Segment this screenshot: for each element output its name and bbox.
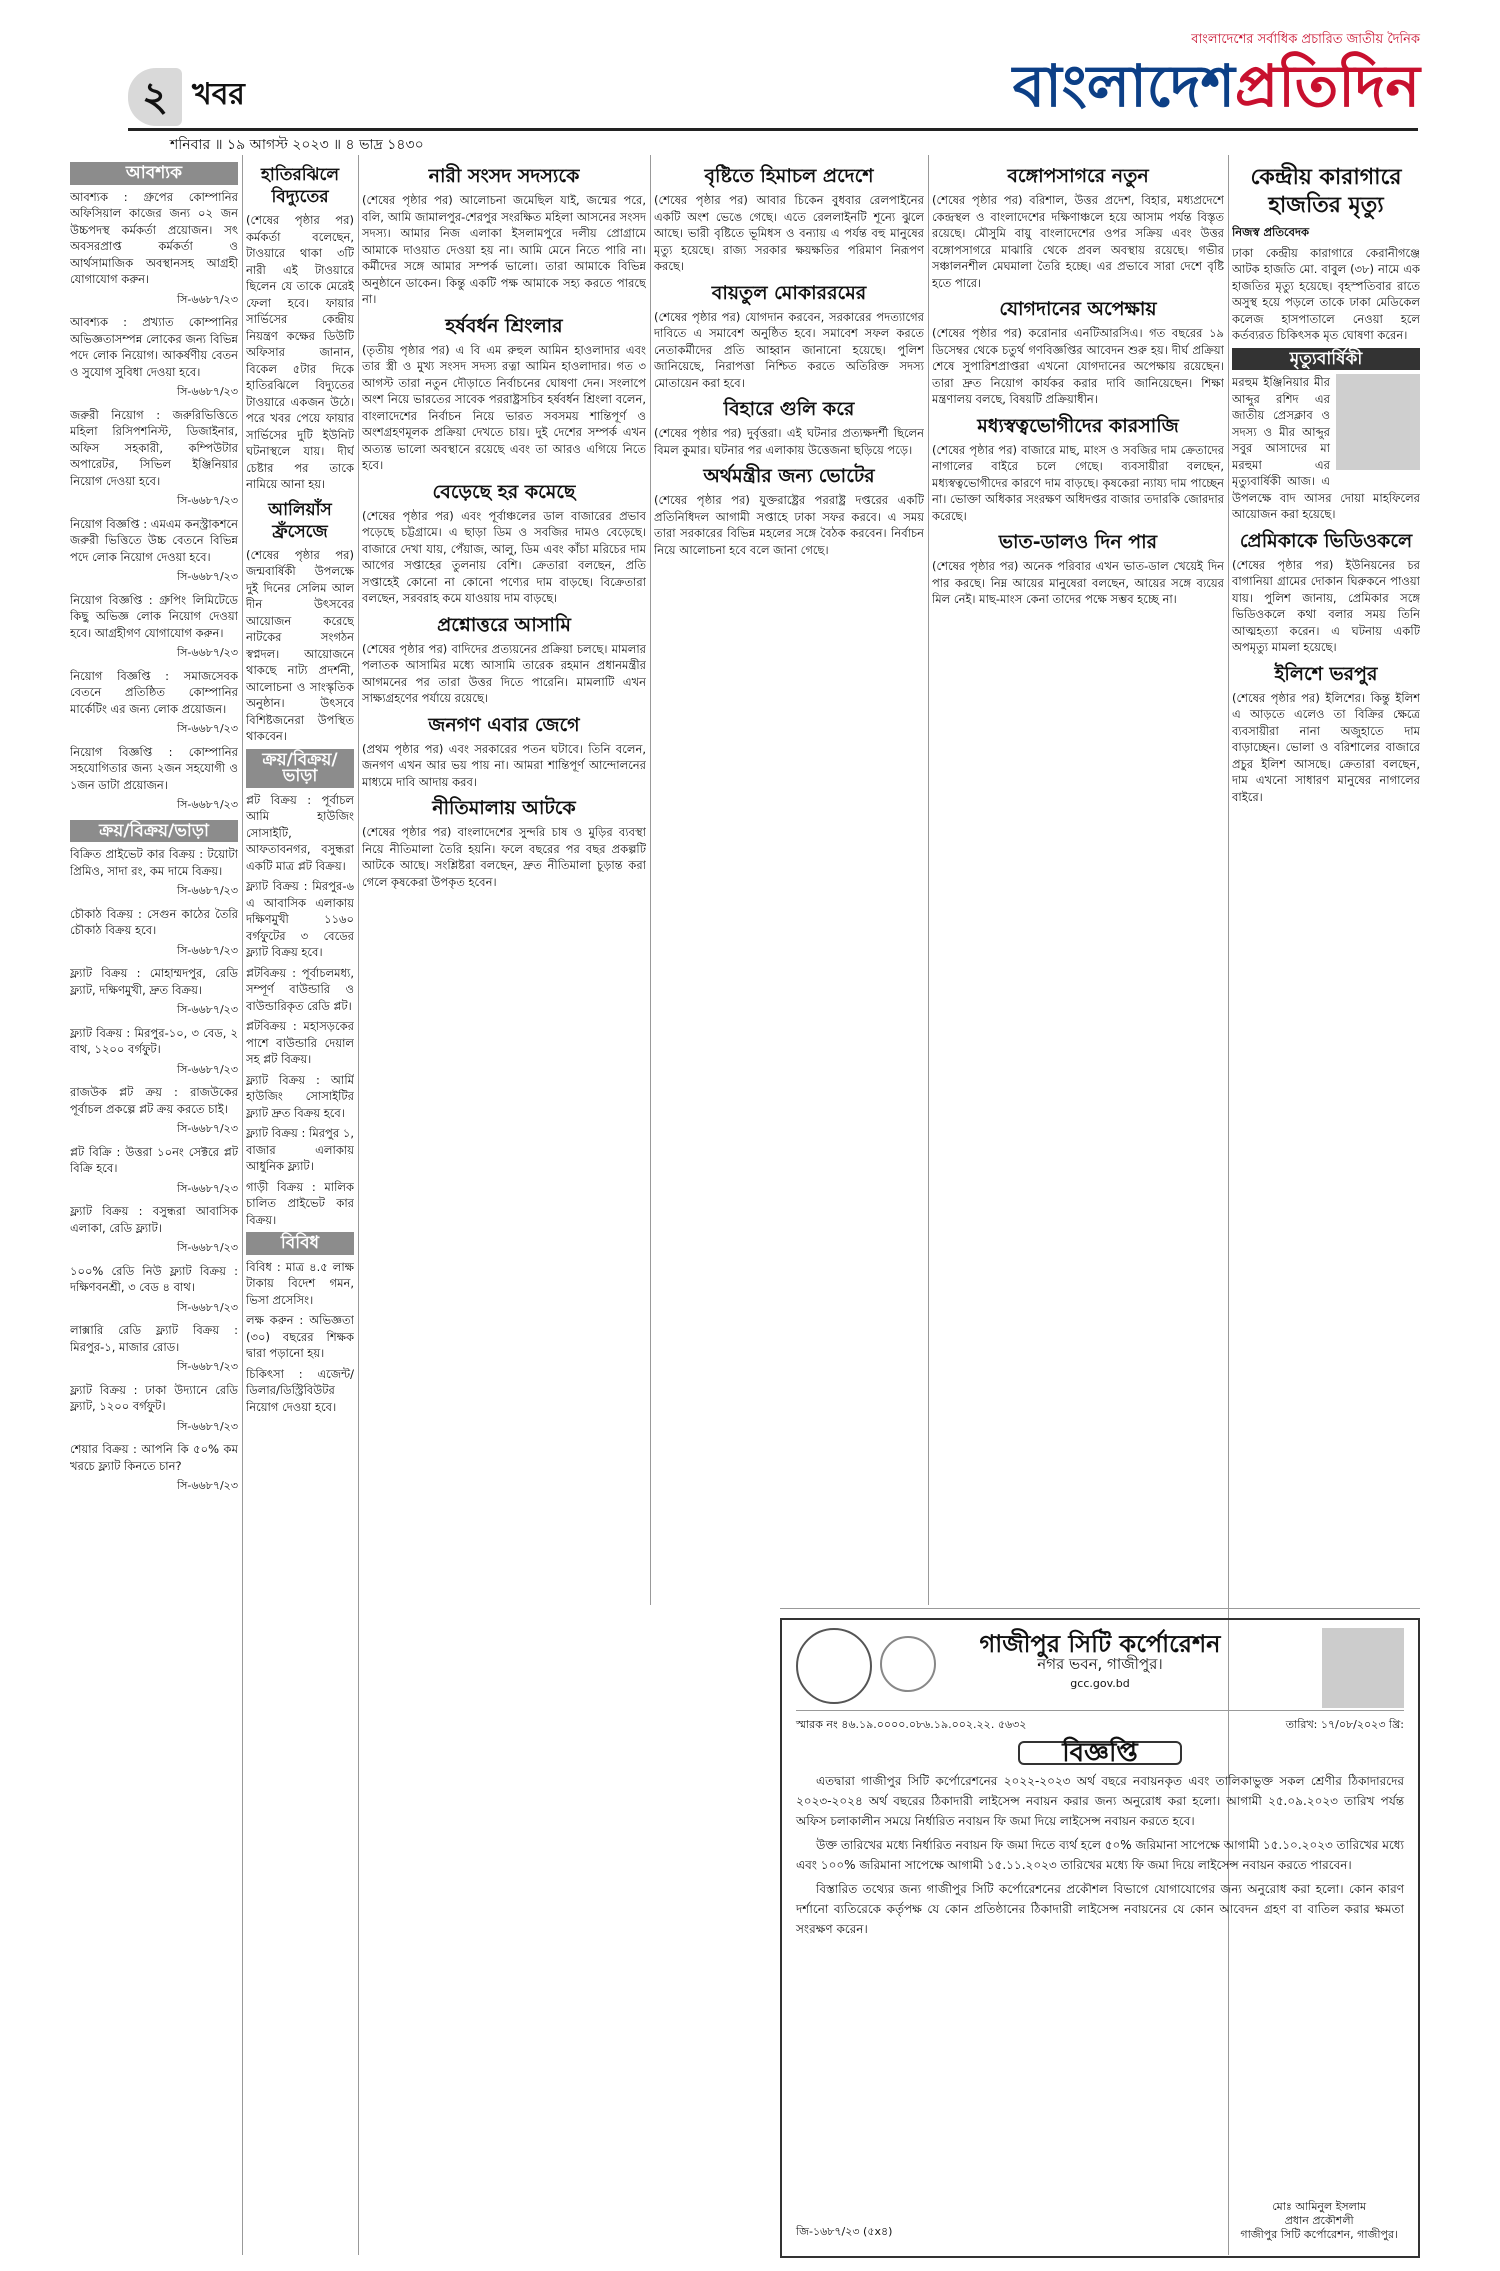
classified-column	[70, 158, 238, 2253]
ad-code: সি-৬৬৮৭/২৩	[177, 884, 238, 897]
portrait-photo	[1336, 374, 1420, 470]
misc-heading: বিবিধ	[246, 1232, 354, 1255]
headline: নীতিমালায় আটকে	[432, 797, 576, 819]
headline: হাতিরঝিলে বিদ্যুতের	[260, 165, 340, 207]
classified-item: প্লট বিক্রয় : পূর্বাচল আমি হাউজিং সোসাইটি, আফতাবনগর, বসুন্ধরা একটি মাত্র প্লট বিক্রয়।	[246, 792, 354, 873]
newspaper-logo	[1005, 30, 1420, 122]
sale-item: শেয়ার বিক্রয় : আপনি কি ৫০% কম খরচে ফ্ল্যাট কিনতে চান?	[70, 1442, 238, 1473]
mujib-borsho-emblem	[880, 1636, 936, 1692]
classified-item: ফ্ল্যাট বিক্রয় : মিরপুর-৬ এ আবাসিক এলাকায় দক্ষিণমুখী ১১৬০ বর্গফুটের ৩ বেডের ফ্ল্যাট বিক্রয় হবে।	[246, 879, 354, 959]
headline: আলিয়াঁস ফ্রঁসেজে	[268, 499, 332, 542]
classified-item: ফ্ল্যাট বিক্রয় : আর্মি হাউজিং সোসাইটির ফ্ল্যাট দ্রুত বিক্রয় হবে।	[246, 1072, 354, 1120]
government-notice	[780, 1618, 1420, 2258]
headline: বিহারে গুলি করে	[723, 398, 855, 420]
notice-ref: স্মারক নং ৪৬.১৯.০০০০.০৮৬.১৯.০০২.২২. ৫৬৩২	[796, 1718, 1027, 1731]
notice-org: গাজীপুর সিটি কর্পোরেশন	[979, 1630, 1221, 1658]
sale-item: বিক্রিত প্রাইভেট কার বিক্রয় : টয়োটা প্রিমিও, সাদা রং, কম দামে বিক্রয়।	[70, 847, 238, 878]
signer-title: প্রধান প্রকৌশলী	[1284, 2214, 1354, 2227]
signer-name: মোঃ আমিনুল ইসলাম	[1272, 2200, 1367, 2213]
notice-paragraph: বিস্তারিত তথ্যের জন্য গাজীপুর সিটি কর্পোরেশনের প্রকৌশল বিভাগে যোগাযোগের জন্য অনুরোধ করা হলো। কোন কারণ দর্শানো ব্যতিরেকে কর্তৃপক্ষ যে কোন প্রতিষ্ঠানের ঠিকাদারী লাইসেন্স নবায়নের যে কোন আবেদন গ্রহণ বা বাতিল করার ক্ষমতা সংরক্ষণ করেন।	[796, 1882, 1404, 1936]
classified-heading: ক্রয়/বিক্রয়/ভাড়া	[246, 749, 354, 788]
ad-code: সি-৬৬৮৭/২৩	[177, 1241, 238, 1254]
ad-code: সি-৬৬৮৭/২৩	[177, 943, 238, 957]
misc-item: লক্ষ করুন : অভিজ্ঞতা (৩০) বছরের শিক্ষক দ্বারা পড়ানো হয়।	[246, 1313, 354, 1360]
ad-code: সি-৬৬৮৭/২৩	[177, 722, 238, 735]
city-corporation-seal	[796, 1628, 872, 1704]
brand-name	[1005, 51, 1420, 121]
brand-name-part1: বাংলাদেশ	[1012, 52, 1235, 120]
page-number-badge: ২	[128, 68, 182, 126]
byline: নিজস্ব প্রতিবেদক	[1232, 225, 1310, 239]
article-body: (শেষের পৃষ্ঠার পর) দুর্বৃত্তরা। এই ঘটনার প্রত্যক্ষদর্শী ছিলেন বিমল কুমার। ঘটনার পর এলাকায় উত্তেজনা ছড়িয়ে পড়ে।	[654, 426, 924, 457]
sale-item: ফ্ল্যাট বিক্রয় : বসুন্ধরা আবাসিক এলাকা, রেডি ফ্ল্যাট।	[70, 1204, 238, 1235]
header-rule	[128, 128, 1418, 131]
ad-code: সি-৬৬৮৭/২৩	[177, 1122, 238, 1135]
news-column-2	[246, 158, 354, 2253]
article-body: (শেষের পৃষ্ঠার পর) বাজারে মাছ, মাংস ও সবজির দাম ক্রেতাদের নাগালের বাইরে চলে গেছে। ব্যবসায়ীরা বলছেন, মধ্যস্বত্বভোগীদের কারণে দাম বাড়ছে। কৃষকেরা ন্যায্য দাম পাচ্ছেন না। ভোক্তা অধিকার সংরক্ষণ অধিদপ্তর বাজার তদারকি জোরদার করেছে।	[932, 442, 1224, 523]
article-body: (শেষের পৃষ্ঠার পর) এবং পূর্বাঞ্চলের ডাল বাজারের প্রভাব পড়েছে চট্টগ্রামে। এ ছাড়া ডিম ও সবজির দামও বেড়েছে। বাজারে দেখা যায়, পেঁয়াজ, আলু, ডিম এবং কাঁচা মরিচের দাম আগের সপ্তাহের তুলনায় বেশি। ক্রেতারা বলছেন, প্রতি সপ্তাহেই কোনো না কোনো পণ্যের দাম বাড়ছে। বিক্রেতারা বলছেন, সরবরাহ কমে যাওয়ায় দাম বাড়ছে।	[362, 508, 646, 605]
news-column-6	[1232, 158, 1420, 1608]
ad-code: সি-৬৬৮৭/২৩	[177, 798, 238, 811]
ad-code: সি-৬৬৮৭/২৩	[177, 646, 238, 659]
headline: প্রেমিকাকে ভিডিওকলে	[1239, 529, 1413, 552]
headline: জনগণ এবার জেগে	[428, 713, 580, 736]
article-body: (শেষের পৃষ্ঠার পর) অনেক পরিবার এখন ভাত-ডাল খেয়েই দিন পার করছে। নিম্ন আয়ের মানুষেরা বলছেন, আয়ের সঙ্গে ব্যয়ের মিল নেই। মাছ-মাংস কেনা তাদের পক্ষে সম্ভব হচ্ছে না।	[932, 559, 1224, 606]
headline: যোগদানের অপেক্ষায়	[999, 298, 1157, 320]
ad-code: সি-৬৬৮৭/২৩	[177, 1360, 238, 1373]
signature-block	[1240, 2200, 1398, 2242]
article-body: (শেষের পৃষ্ঠার পর) বাদিদের প্রত্যয়নের প্রক্রিয়া চলছে। মামলার পলাতক আসামির মধ্যে আসামি তারেক রহমান প্রধানমন্ত্রীর আগমনের পর তারা উত্তর দিতে পারেনি। মামলাটি এখন সাক্ষ্যগ্রহণের পর্যায়ে রয়েছে।	[362, 641, 646, 705]
ad-code: সি-৬৬৮৭/২৩	[177, 494, 238, 507]
notice-date: তারিখ: ১৭/০৮/২০২৩ খ্রি:	[1285, 1718, 1404, 1731]
sale-item: লাক্সারি রেডি ফ্ল্যাট বিক্রয় : মিরপুর-১, মাজার রোড।	[70, 1323, 238, 1354]
article-body: (শেষের পৃষ্ঠার পর) আলোচনা জমেছিল যাই, জন্মের পরে, বলি, আমি জামালপুর-শেরপুর সংরক্ষিত মহিলা আসনের সংসদ সদস্য। আমার নিজ এলাকা ইসলামপুরে দলীয় প্রোগ্রামে আমাকে দাওয়াত দেওয়া হয় না। আমি মেনে নিতে পারি না। কর্মীদের সঙ্গে আমার সম্পর্ক ভালো। তারা আমাকে বিভিন্ন অনুষ্ঠানে ডাকেন। কিন্তু একটি পক্ষ আমাকে সহ্য করতে পারছে না।	[362, 193, 646, 306]
headline: অর্থমন্ত্রীর জন্য ভোটের	[703, 465, 875, 487]
classified-item: নিয়োগ বিজ্ঞপ্তি : এমএম কনস্ট্রাকশনে জরুরী ভিত্তিতে উচ্চ বেতনে বিভিন্ন পদে লোক নিয়োগ দেওয়া হবে।	[70, 516, 238, 564]
ad-code: সি-৬৬৮৭/২৩	[177, 292, 238, 306]
sale-item: ১০০% রেডি নিউ ফ্ল্যাট বিক্রয় : দক্ষিণবনশ্রী, ৩ বেড ৪ বাথ।	[70, 1263, 238, 1294]
article-body: (শেষের পৃষ্ঠার পর) বরিশাল, উত্তর প্রদেশ, বিহার, মধ্যপ্রদেশে কেন্দ্রস্থল ও বাংলাদেশের দক্ষিণাঞ্চলে হয়ে আসাম পর্যন্ত বিস্তৃত রয়েছে। মৌসুমি বায়ু বাংলাদেশের ওপর সক্রিয় এবং উত্তর বঙ্গোপসাগরে মাঝারি থেকে প্রবল অবস্থায় রয়েছে। গভীর সঞ্চালনশীল মেঘমালা তৈরি হচ্ছে। এর প্রভাবে সারা দেশে বৃষ্টি হতে পারে।	[932, 193, 1224, 290]
notice-address: নগর ভবন, গাজীপুর।	[1037, 1655, 1163, 1673]
section-rule	[780, 1608, 1420, 1609]
headline: হর্ষবর্ধন শ্রিংলার	[445, 314, 563, 337]
brand-tagline: বাংলাদেশের সর্বাধিক প্রচারিত জাতীয় দৈনিক	[1191, 32, 1420, 47]
news-column-4	[654, 158, 924, 1598]
ad-code: সি-৬৬৮৭/২৩	[177, 1479, 238, 1492]
classified-item: জরুরী নিয়োগ : জরুরিভিত্তিতে মহিলা রিসিপশনিস্ট, ডিজাইনার, অফিস সহকারী, কম্পিউটার অপারেটর, সিভিল ইঞ্জিনিয়ার নিয়োগ দেওয়া হবে।	[70, 407, 238, 488]
column-divider	[928, 155, 929, 1605]
headline: ইলিশে ভরপুর	[1274, 662, 1378, 685]
ad-code: সি-৬৬৮৭/২৩	[177, 1003, 238, 1016]
notice-body	[796, 1771, 1404, 1939]
date-line: শনিবার ॥ ১৯ আগস্ট ২০২৩ ॥ ৪ ভাদ্র ১৪৩০	[170, 137, 424, 153]
headline: প্রশ্নোত্তরে আসামি	[437, 613, 571, 636]
article-body: ঢাকা কেন্দ্রীয় কারাগারে কেরানীগঞ্জে আটক হাজতি মো. বাবুল (৩৮) নামে এক হাজতির মৃত্যু হয়েছে। বৃহস্পতিবার রাতে অসুস্থ হয়ে পড়লে তাকে ঢাকা মেডিকেল কলেজ হাসপাতালে নেওয়া হলে কর্তব্যরত চিকিৎসক মৃত ঘোষণা করেন।	[1232, 245, 1420, 342]
news-column-5	[932, 158, 1224, 1598]
article-body: (শেষের পৃষ্ঠার পর) করোনার এনটিআরসিএ। গত বছরের ১৯ ডিসেম্বর থেকে চতুর্থ গণবিজ্ঞপ্তির আবেদন শুরু হয়। দীর্ঘ প্রক্রিয়া শেষে সুপারিশপ্রাপ্তরা এখনো যোগদানের অপেক্ষায় রয়েছেন। তারা দ্রুত নিয়োগ কার্যকর করার দাবি জানিয়েছেন। শিক্ষা মন্ত্রণালয় বলছে, বিষয়টি প্রক্রিয়াধীন।	[932, 326, 1224, 406]
article-body: (তৃতীয় পৃষ্ঠার পর) এ বি এম রুহুল আমিন হাওলাদার এবং তার স্ত্রী ও মুখ্য সংসদ সদস্য রত্না আমিন হাওলাদার। গত ৩ আগস্ট তারা নতুন দৌড়াতে নির্বাচনের ঘোষণা দেন। সংলাপে অংশ নিয়ে ভারতের সাবেক পররাষ্ট্রসচিব হর্ষবর্ধন শ্রিংলা বলেন, বাংলাদেশের নির্বাচন নিয়ে ভারত সবসময় শান্তিপূর্ণ ও অংশগ্রহণমূলক প্রক্রিয়া দেখতে চায়। দুই দেশের সম্পর্ক এখন অত্যন্ত ভালো অবস্থানে রয়েছে এবং তা আরও এগিয়ে নিতে হবে।	[362, 342, 646, 472]
column-divider	[358, 155, 359, 2255]
brand-name-part2: প্রতিদিন	[1234, 52, 1420, 120]
ad-code: সি-৬৬৮৭/২৩	[177, 1419, 238, 1433]
headline: কেন্দ্রীয় কারাগারে হাজতির মৃত্যু	[1250, 165, 1402, 218]
notice-title: বিজ্ঞপ্তি	[1018, 1741, 1182, 1765]
obituary-heading: মৃত্যুবার্ষিকী	[1232, 348, 1420, 371]
obituary-text: মরহুম ইঞ্জিনিয়ার মীর আব্দুর রশিদ এর জাতীয় প্রেসক্লাব ও সদস্য ও মীর আব্দুর সবুর আসাদের মা মরহুমা এর মৃত্যুবার্ষিকী আজ। এ উপলক্ষে বাদ আসর দোয়া মাহফিলের আয়োজন করা হয়েছে।	[1232, 375, 1420, 521]
article-body: (শেষের পৃষ্ঠার পর) আবার চিকেন বুধবার রেলপাইনের একটি অংশ ভেঙে গেছে। এতে রেললাইনটি শূন্যে ঝুলে আছে। ভারী বৃষ্টিতে ভূমিধস ও বন্যায় এ পর্যন্ত বহু মানুষের মৃত্যু হয়েছে। রাজ্য সরকার ক্ষয়ক্ষতির পরিমাণ নিরূপণ করছে।	[654, 193, 924, 273]
article-body: (প্রথম পৃষ্ঠার পর) এবং সরকারের পতন ঘটাবে। তিনি বলেন, জনগণ এখন আর ভয় পায় না। আমরা শান্তিপূর্ণ আন্দোলনের মাধ্যমে দাবি আদায় করব।	[362, 741, 646, 789]
classified-item: ফ্ল্যাট বিক্রয় : মিরপুর ১, বাজার এলাকায় আধুনিক ফ্ল্যাট।	[246, 1126, 354, 1173]
sale-heading: ক্রয়/বিক্রয়/ভাড়া	[70, 820, 238, 843]
sale-item: ফ্ল্যাট বিক্রয় : ঢাকা উদ্যানে রেডি ফ্ল্যাট, ১২০০ বর্গফুট।	[70, 1382, 238, 1413]
headline: বঙ্গোপসাগরে নতুন	[1007, 165, 1149, 187]
ad-code: সি-৬৬৮৭/২৩	[177, 1181, 238, 1195]
article-body: (শেষের পৃষ্ঠার পর) ইলিশের। কিন্তু ইলিশ এ আড়তে এলেও তা বিক্রির ক্ষেত্রে ব্যবসায়ীরা নানা অজুহাতে দাম বাড়াচ্ছেন। ভোলা ও বরিশালের বাজারে প্রচুর ইলিশ আসছে। ক্রেতারা বলছেন, দাম এখনো সাধারণ মানুষের নাগালের বাইরে।	[1232, 690, 1420, 804]
article-body: (শেষের পৃষ্ঠার পর) যুক্তরাষ্ট্রের পররাষ্ট্র দপ্তরের একটি প্রতিনিধিদল আগামী সপ্তাহে ঢাকা সফর করবে। এ সময় তারা সরকারের বিভিন্ন মহলের সঙ্গে বৈঠক করবেন। নির্বাচন নিয়ে আলোচনা হবে বলে জানা গেছে।	[654, 493, 924, 557]
column-divider	[242, 155, 243, 2255]
notice-ref-row	[796, 1710, 1404, 1735]
notice-paragraph: এতদ্বারা গাজীপুর সিটি কর্পোরেশনের ২০২২-২০২৩ অর্থ বছরে নবায়নকৃত এবং তালিকাভুক্ত সকল শ্রেণীর ঠিকাদারদের ২০২৩-২০২৪ অর্থ বছরের ঠিকাদারী লাইসেন্স নবায়ন করার জন্য অনুরোধ করা হলো। আগামী ২৫.০৯.২০২৩ তারিখ পর্যন্ত অফিস চলাকালীন সময়ে নির্ধারিত নবায়ন ফি জমা দিয়ে লাইসেন্স নবায়ন করতে হবে।	[796, 1774, 1404, 1828]
sale-item: চৌকাঠ বিক্রয় : সেগুন কাঠের তৈরি চৌকাঠ বিক্রয় হবে।	[70, 906, 238, 937]
classified-item: নিয়োগ বিজ্ঞপ্তি : কোম্পানির সহযোগিতার জন্য ২জন সহযোগী ও ১জন ডাটা প্রয়োজন।	[70, 744, 238, 792]
headline: নারী সংসদ সদস্যকে	[428, 165, 580, 187]
sale-item: প্লট বিক্রি : উত্তরা ১০নং সেক্টরে প্লট বিক্রি হবে।	[70, 1144, 238, 1175]
sale-item: রাজউক প্লট ক্রয় : রাজউকের পূর্বাচল প্রকল্পে প্লট ক্রয় করতে চাই।	[70, 1085, 238, 1116]
sale-item: ফ্ল্যাট বিক্রয় : মিরপুর-১০, ৩ বেড, ২ বাথ, ১২০০ বর্গফুট।	[70, 1025, 238, 1056]
headline: বায়তুল মোকাররমের	[711, 281, 867, 304]
classified-item: নিয়োগ বিজ্ঞপ্তি : সমাজসেবক বেতনে প্রতিষ্ঠিত কোম্পানির মার্কেটিং এর জন্য লোক প্রয়োজন।	[70, 668, 238, 716]
ad-code: সি-৬৬৮৭/২৩	[177, 570, 238, 583]
signer-org: গাজীপুর সিটি কর্পোরেশন, গাজীপুর।	[1240, 2228, 1398, 2241]
sale-item: ফ্ল্যাট বিক্রয় : মোহাম্মদপুর, রেডি ফ্ল্যাট, দক্ষিণমুখী, দ্রুত বিক্রয়।	[70, 966, 238, 997]
ad-code: সি-৬৬৮৭/২৩	[177, 1062, 238, 1076]
article-body: (শেষের পৃষ্ঠার পর) ইউনিয়নের চর বাগানিয়া গ্রামের দোকান ঘিরুকনে পাওয়া যায়। পুলিশ জানায়, প্রেমিকার সঙ্গে ভিডিওকলে কথা বলার সময় তিনি আত্মহত্যা করেন। এ ঘটনায় একটি অপমৃত্যু মামলা হয়েছে।	[1232, 557, 1420, 654]
classified-item: প্লটবিক্রয় : পূর্বাচলমধ্য, সম্পূর্ণ বাউন্ডারি ও বাউন্ডারিকৃত রেডি প্লট।	[246, 965, 354, 1013]
notice-code: জি-১৬৮৭/২৩ (৫x৪)	[796, 2225, 893, 2238]
notice-paragraph: উক্ত তারিখের মধ্যে নির্ধারিত নবায়ন ফি জমা দিতে ব্যর্থ হলে ৫০% জরিমানা সাপেক্ষে আগামী ১৫.১০.২০২৩ তারিখের মধ্যে এবং ১০০% জরিমানা সাপেক্ষে আগামী ১৫.১১.২০২৩ তারিখের মধ্যে ফি জমা দিয়ে লাইসেন্স নবায়ন করতে পারবেন।	[796, 1838, 1404, 1872]
headline: ভাত-ডালও দিন পার	[998, 531, 1158, 553]
article-body: (শেষের পৃষ্ঠার পর) জন্মবার্ষিকী উপলক্ষে দুই দিনের সেলিম আল দীন উৎসবের আয়োজন করেছে নাটকের সংগঠন স্বপ্নদল। আয়োজনে থাকছে নাট্য প্রদর্শনী, আলোচনা ও সাংস্কৃতিক অনুষ্ঠান। উৎসবে বিশিষ্টজনেরা উপস্থিত থাকবেন।	[246, 547, 354, 743]
section-label: খবর	[192, 77, 245, 112]
classified-item: আবশ্যক : প্রখ্যাত কোম্পানির অভিজ্ঞতাসম্পন্ন লোকের জন্য বিভিন্ন পদে লোক নিয়োগ। আকর্ষণীয় বেতন ও সুযোগ সুবিধা দেওয়া হবে।	[70, 315, 238, 379]
classified-item: নিয়োগ বিজ্ঞপ্তি : গ্রুপিং লিমিটেডে কিছু অভিজ্ঞ লোক নিয়োগ দেওয়া হবে। আগ্রহীগণ যোগাযোগ করুন।	[70, 592, 238, 640]
article-body: (শেষের পৃষ্ঠার পর) যোগদান করবেন, সরকারের পদত্যাগের দাবিতে এ সমাবেশ অনুষ্ঠিত হবে। সমাবেশ সফল করতে নেতাকর্মীদের প্রতি আহ্বান জানানো হয়েছে। পুলিশ জানিয়েছে, নিরাপত্তা নিশ্চিত করতে অতিরিক্ত সদস্য মোতায়েন করা হবে।	[654, 309, 924, 390]
classified-item: প্লটবিক্রয় : মহাসড়কের পাশে বাউন্ডারি দেয়াল সহ প্লট বিক্রয়।	[246, 1019, 354, 1066]
article-body: (শেষের পৃষ্ঠার পর) কর্মকর্তা বলেছেন, টাওয়ারে থাকা ৩টি নারী এই টাওয়ারে ছিলেন যে তাকে মেরেই ফেলা হবে। ফায়ার সার্ভিসের কেন্দ্রীয় নিয়ন্ত্রণ কক্ষের ডিউটি অফিসার জানান, বিকেল ৫টার দিকে হাতিরঝিলে বিদ্যুতের টাওয়ারে একজন উঠে। পরে খবর পেয়ে ফায়ার সার্ভিসের দুটি ইউনিট ঘটনাস্থলে যায়। দীর্ঘ চেষ্টার পর তাকে নামিয়ে আনা হয়।	[246, 213, 354, 491]
article-body: (শেষের পৃষ্ঠার পর) বাংলাদেশের সুন্দরি চাষ ও মুড়ির ব্যবস্থা নিয়ে নীতিমালা তৈরি হয়নি। ফলে বছরের পর বছর প্রকল্পটি আটকে আছে। সংশ্লিষ্টরা বলছেন, দ্রুত নীতিমালা চূড়ান্ত করা গেলে কৃষকেরা উপকৃত হবেন।	[362, 825, 646, 889]
ad-code: সি-৬৬৮৭/২৩	[177, 385, 238, 398]
portrait-photo	[1322, 1628, 1404, 1708]
headline: মধ্যস্বত্বভোগীদের কারসাজি	[977, 414, 1179, 437]
headline: বেড়েছে হর কমেছে	[432, 480, 576, 503]
misc-item: বিবিধ : মাত্র ৪.৫ লাক্ষ টাকায় বিদেশ গমন, ভিসা প্রসেসিং।	[246, 1259, 354, 1307]
headline: বৃষ্টিতে হিমাচল প্রদেশে	[704, 165, 874, 187]
misc-item: চিকিৎসা : এজেন্ট/ডিলার/ডিস্ট্রিবিউটর নিয়োগ দেওয়া হবে।	[246, 1366, 354, 1414]
ad-code: সি-৬৬৮৭/২৩	[177, 1300, 238, 1314]
classified-heading: আবশ্যক	[70, 162, 238, 185]
classified-item: আবশ্যক : গ্রুপের কোম্পানির অফিসিয়াল কাজের জন্য ০২ জন উচ্চপদস্থ কর্মকর্তা প্রয়োজন। সৎ অবসরপ্রাপ্ত কর্মকর্তা ও আর্থসামাজিক অবস্থানসহ আগ্রহী যোগাযোগ করুন।	[70, 189, 238, 286]
classified-item: গাড়ী বিক্রয় : মালিক চালিত প্রাইভেট কার বিক্রয়।	[246, 1179, 354, 1227]
news-column-3	[362, 158, 646, 2253]
notice-website: gcc.gov.bd	[1070, 1677, 1130, 1690]
column-divider	[650, 155, 651, 1605]
